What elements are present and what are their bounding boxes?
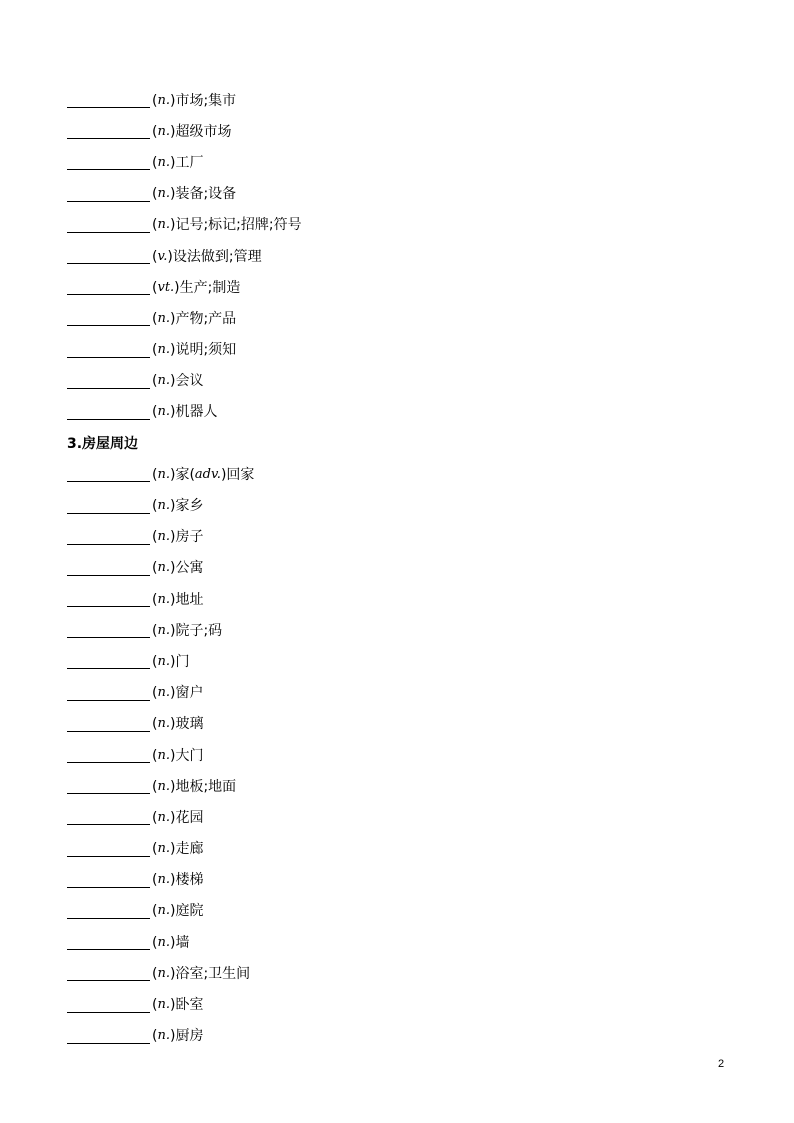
list-item: ( vt. ) 生产;制造 bbox=[67, 272, 747, 303]
part-of-speech: vt. bbox=[157, 279, 175, 295]
answer-blank[interactable] bbox=[67, 761, 150, 763]
answer-blank[interactable] bbox=[67, 917, 150, 919]
part-of-speech: n. bbox=[157, 965, 170, 981]
meaning: 会议 bbox=[175, 373, 204, 390]
list-item: ( n. ) 机器人 bbox=[67, 397, 747, 428]
answer-blank[interactable] bbox=[67, 106, 150, 108]
part-of-speech: n. bbox=[157, 997, 170, 1013]
answer-blank[interactable] bbox=[67, 418, 150, 420]
part-of-speech: n. bbox=[157, 154, 170, 170]
answer-blank[interactable] bbox=[67, 605, 150, 607]
meaning: 房子 bbox=[175, 529, 204, 546]
meaning: 设法做到;管理 bbox=[172, 248, 262, 265]
part-of-speech: n. bbox=[157, 342, 170, 358]
list-item: ( n. ) 玻璃 bbox=[67, 709, 747, 740]
answer-blank[interactable] bbox=[67, 262, 150, 264]
meaning: 工厂 bbox=[175, 154, 204, 171]
meaning: 大门 bbox=[175, 747, 204, 764]
section-heading: 3.房屋周边 bbox=[67, 435, 139, 452]
list-item: ( n. ) 院子;码 bbox=[67, 615, 747, 646]
meaning: 楼梯 bbox=[175, 872, 204, 889]
part-of-speech: n. bbox=[157, 498, 170, 514]
meaning: 装备;设备 bbox=[175, 186, 237, 203]
list-item: ( n. ) 地板;地面 bbox=[67, 771, 747, 802]
meaning: 记号;标记;招牌;符号 bbox=[175, 217, 302, 234]
list-item: ( n. ) 会议 bbox=[67, 366, 747, 397]
meaning: 家( bbox=[175, 466, 195, 483]
meaning: 超级市场 bbox=[175, 123, 232, 140]
meaning: 说明;须知 bbox=[175, 342, 237, 359]
answer-blank[interactable] bbox=[67, 1011, 150, 1013]
part-of-speech: n. bbox=[157, 529, 170, 545]
part-of-speech: n. bbox=[157, 934, 170, 950]
list-item: ( n. ) 记号;标记;招牌;符号 bbox=[67, 210, 747, 241]
vocabulary-list bbox=[67, 85, 747, 1052]
list-item: ( n. ) 公寓 bbox=[67, 553, 747, 584]
part-of-speech: n. bbox=[157, 841, 170, 857]
answer-blank[interactable] bbox=[67, 979, 150, 981]
list-item: ( n. ) 房子 bbox=[67, 522, 747, 553]
answer-blank[interactable] bbox=[67, 356, 150, 358]
answer-blank[interactable] bbox=[67, 948, 150, 950]
answer-blank[interactable] bbox=[67, 855, 150, 857]
answer-blank[interactable] bbox=[67, 792, 150, 794]
answer-blank[interactable] bbox=[67, 636, 150, 638]
part-of-speech: n. bbox=[157, 92, 170, 108]
part-of-speech: n. bbox=[157, 872, 170, 888]
list-item: ( n. ) 超级市场 bbox=[67, 116, 747, 147]
answer-blank[interactable] bbox=[67, 667, 150, 669]
answer-blank[interactable] bbox=[67, 699, 150, 701]
meaning: 玻璃 bbox=[175, 716, 204, 733]
answer-blank[interactable] bbox=[67, 293, 150, 295]
part-of-speech: n. bbox=[157, 778, 170, 794]
meaning: 地板;地面 bbox=[175, 778, 237, 795]
list-item: ( n. ) 走廊 bbox=[67, 834, 747, 865]
answer-blank[interactable] bbox=[67, 574, 150, 576]
part-of-speech: n. bbox=[157, 186, 170, 202]
list-item: ( n. ) 家( adv. )回家 bbox=[67, 459, 747, 490]
list-item: ( n. ) 地址 bbox=[67, 584, 747, 615]
list-item: ( n. ) 窗户 bbox=[67, 678, 747, 709]
answer-blank[interactable] bbox=[67, 231, 150, 233]
part-of-speech: n. bbox=[157, 747, 170, 763]
list-item: ( n. ) 产物;产品 bbox=[67, 303, 747, 334]
meaning: 家乡 bbox=[175, 498, 204, 515]
meaning: 厨房 bbox=[175, 1028, 204, 1045]
part-of-speech: n. bbox=[157, 622, 170, 638]
part-of-speech: v. bbox=[157, 248, 168, 264]
part-of-speech: n. bbox=[157, 404, 170, 420]
list-item: ( n. ) 庭院 bbox=[67, 896, 747, 927]
answer-blank[interactable] bbox=[67, 324, 150, 326]
list-item: ( n. ) 墙 bbox=[67, 927, 747, 958]
list-item: ( n. ) 装备;设备 bbox=[67, 179, 747, 210]
list-item: ( n. ) 厨房 bbox=[67, 1021, 747, 1052]
answer-blank[interactable] bbox=[67, 512, 150, 514]
meaning: 生产;制造 bbox=[179, 279, 241, 296]
answer-blank[interactable] bbox=[67, 200, 150, 202]
list-item: ( n. ) 花园 bbox=[67, 802, 747, 833]
part-of-speech: n. bbox=[157, 310, 170, 326]
list-item: ( v. ) 设法做到;管理 bbox=[67, 241, 747, 272]
list-item: ( n. ) 门 bbox=[67, 646, 747, 677]
list-item: ( n. ) 浴室;卫生间 bbox=[67, 958, 747, 989]
part-of-speech: n. bbox=[157, 1028, 170, 1044]
answer-blank[interactable] bbox=[67, 168, 150, 170]
meaning: 院子;码 bbox=[175, 622, 223, 639]
answer-blank[interactable] bbox=[67, 1042, 150, 1044]
meaning: 卧室 bbox=[175, 997, 204, 1014]
answer-blank[interactable] bbox=[67, 543, 150, 545]
part-of-speech: n. bbox=[157, 123, 170, 139]
part-of-speech: n. bbox=[157, 591, 170, 607]
meaning: 花园 bbox=[175, 809, 204, 826]
meaning: 市场;集市 bbox=[175, 92, 237, 109]
meaning: )回家 bbox=[220, 466, 255, 483]
list-item: ( n. ) 市场;集市 bbox=[67, 85, 747, 116]
meaning: 公寓 bbox=[175, 560, 204, 577]
list-item: ( n. ) 楼梯 bbox=[67, 865, 747, 896]
answer-blank[interactable] bbox=[67, 886, 150, 888]
meaning: 产物;产品 bbox=[175, 310, 237, 327]
answer-blank[interactable] bbox=[67, 387, 150, 389]
meaning: 庭院 bbox=[175, 903, 204, 920]
meaning: 地址 bbox=[175, 591, 204, 608]
meaning: 机器人 bbox=[175, 404, 218, 421]
part-of-speech: n. bbox=[157, 809, 170, 825]
answer-blank[interactable] bbox=[67, 137, 150, 139]
part-of-speech: n. bbox=[157, 217, 170, 233]
meaning: 门 bbox=[175, 653, 190, 670]
part-of-speech: n. bbox=[157, 373, 170, 389]
part-of-speech: n. bbox=[157, 466, 170, 482]
part-of-speech: n. bbox=[157, 716, 170, 732]
meaning: 墙 bbox=[175, 934, 190, 951]
answer-blank[interactable] bbox=[67, 823, 150, 825]
part-of-speech: adv. bbox=[194, 466, 221, 482]
part-of-speech: n. bbox=[157, 653, 170, 669]
part-of-speech: n. bbox=[157, 560, 170, 576]
list-item: ( n. ) 工厂 bbox=[67, 147, 747, 178]
answer-blank[interactable] bbox=[67, 480, 150, 482]
list-item: ( n. ) 家乡 bbox=[67, 490, 747, 521]
list-item: ( n. ) 说明;须知 bbox=[67, 335, 747, 366]
meaning: 走廊 bbox=[175, 841, 204, 858]
list-item: ( n. ) 大门 bbox=[67, 740, 747, 771]
page-number: 2 bbox=[718, 1058, 725, 1070]
answer-blank[interactable] bbox=[67, 730, 150, 732]
meaning: 浴室;卫生间 bbox=[175, 965, 251, 982]
part-of-speech: n. bbox=[157, 685, 170, 701]
part-of-speech: n. bbox=[157, 903, 170, 919]
meaning: 窗户 bbox=[175, 685, 204, 702]
list-item: ( n. ) 卧室 bbox=[67, 989, 747, 1020]
